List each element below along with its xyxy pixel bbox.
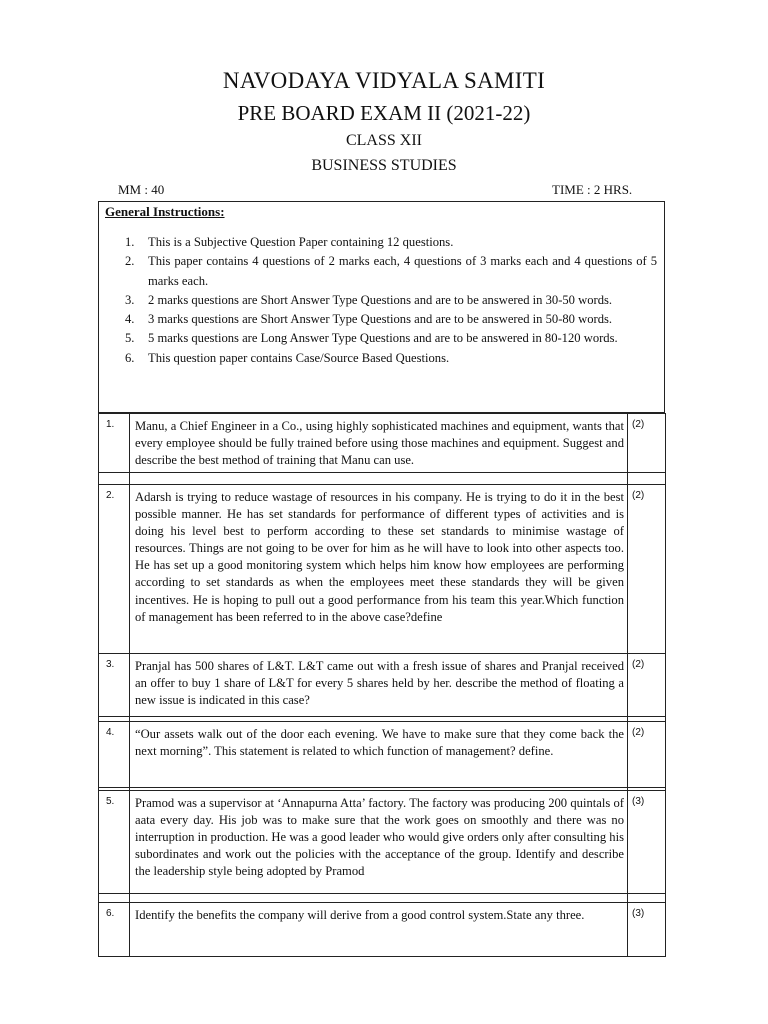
question-number: 5. (99, 791, 130, 894)
question-marks: (3) (628, 791, 666, 894)
instruction-item: 1. This is a Subjective Question Paper containing 12 questions. (125, 235, 454, 249)
question-row (99, 722, 666, 788)
instructions-heading: General Instructions: (105, 204, 225, 219)
instruction-item: 4. 3 marks questions are Short Answer Type Questions and are to be answered in 50-80 words. (125, 312, 613, 327)
question-number: 3. (99, 654, 130, 717)
question-row (99, 414, 666, 473)
question-row (99, 903, 666, 957)
time-allowed: TIME : 2 HRS. (552, 182, 633, 197)
subject-title: BUSINESS STUDIES (311, 157, 457, 174)
row-spacer (99, 473, 666, 485)
question-number: 1. (99, 414, 130, 473)
question-text: Pranjal has 500 shares of L&T. L&T came out with a fresh issue of shares and Pranjal received an offer to buy 1 share of L&T for every 5 shares held by her. describe the method of floating a new issue is indicated in this case? (130, 654, 628, 717)
question-marks: (2) (628, 485, 666, 654)
question-number: 4. (99, 722, 130, 788)
exam-title: PRE BOARD EXAM II (2021-22) (237, 101, 531, 125)
question-number: 2. (99, 485, 130, 654)
row-spacer (99, 894, 666, 903)
general-instructions-box (98, 201, 665, 413)
question-row (99, 791, 666, 894)
instruction-item: 5. 5 marks questions are Long Answer Type Questions and are to be answered in 80-120 words. (125, 331, 618, 346)
question-text: Manu, a Chief Engineer in a Co., using highly sophisticated machines and equipment, wants that every employee should be fully trained before using those machines and equipment. Suggest and describe the best method of training that Manu can use. (130, 414, 628, 473)
instructions-list (121, 233, 657, 368)
question-marks: (2) (628, 722, 666, 788)
instruction-item: 2. This paper contains 4 questions of 2 marks each, 4 questions of 3 marks each and 4 questions of 5 marks each. (125, 254, 657, 288)
instruction-item: 3. 2 marks questions are Short Answer Type Questions and are to be answered in 30-50 words. (125, 292, 613, 307)
class-title: CLASS XII (345, 132, 422, 149)
question-text: “Our assets walk out of the door each evening. We have to make sure that they come back the next morning”. This statement is related to which function of management? define. (130, 722, 628, 788)
question-row (99, 654, 666, 717)
question-number: 6. (99, 903, 130, 957)
question-marks: (3) (628, 903, 666, 957)
question-text: Identify the benefits the company will derive from a good control system.State any three. (130, 903, 628, 957)
question-marks: (2) (628, 654, 666, 717)
instruction-item: 6. This question paper contains Case/Source Based Questions. (125, 350, 450, 365)
question-text: Adarsh is trying to reduce wastage of resources in his company. He is trying to do it in the best possible manner. He has set standards for performance of different types of activities and is doing his level best to perform according to these set standards to minimise wastage of resources. Things are not going to be over for him as he will have to look into other aspects too. He has set up a good monitoring system which helps him know how employees are performing according to set standards as when the employees meet these standards they will be given incentives. He is hoping to pull out a good performance from his team this year.Which function of management has been referred to in the above case?define (130, 485, 628, 654)
max-marks: MM : 40 (118, 182, 165, 197)
organization-title: NAVODAYA VIDYALA SAMITI (222, 68, 546, 93)
questions-table (98, 413, 666, 957)
question-marks: (2) (628, 414, 666, 473)
question-row (99, 485, 666, 654)
question-text: Pramod was a supervisor at ‘Annapurna Atta’ factory. The factory was producing 200 quintals of aata every day. His job was to make sure that the work goes on smoothly and there was no interruption in production. He was a good leader who would give orders only after consulting his subordinates and work out the policies with the acceptance of the group. Identify and describe the leadership style being adopted by Pramod (130, 791, 628, 894)
